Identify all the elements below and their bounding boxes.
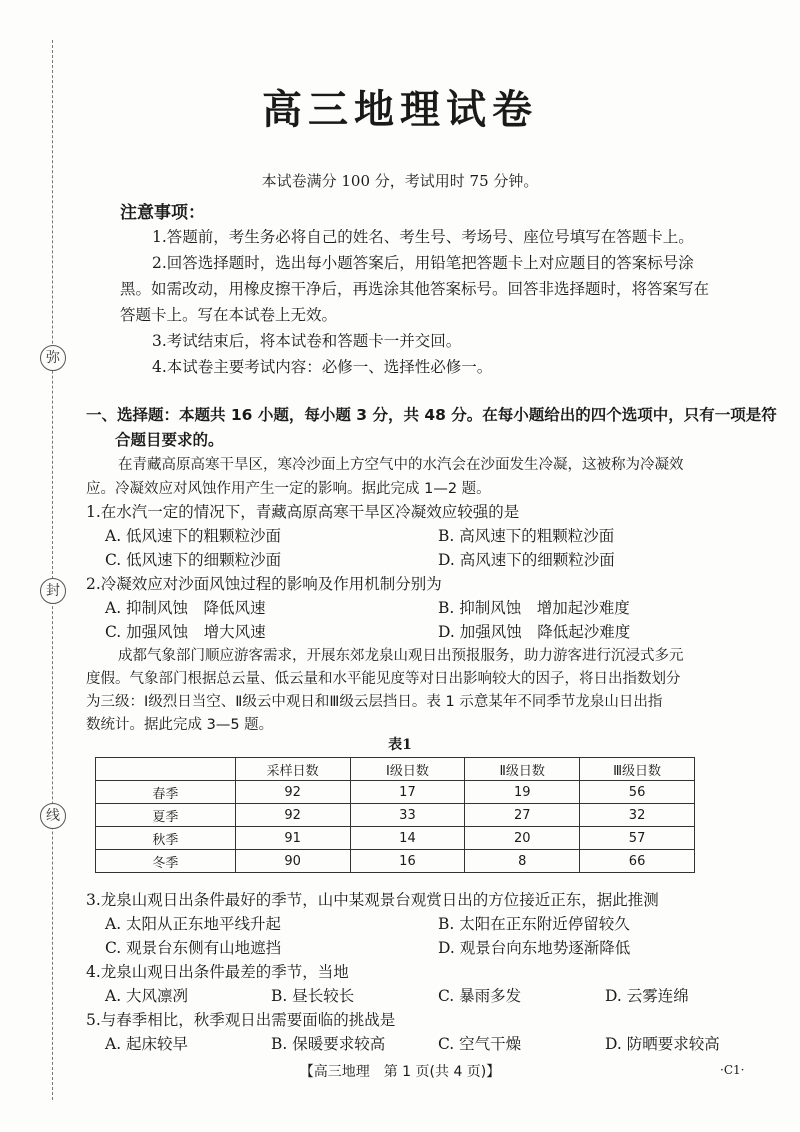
- binding-mark-mi: 弥: [40, 345, 66, 371]
- table-cell: 14: [350, 827, 465, 850]
- notice-heading: 注意事项：: [120, 203, 205, 223]
- table-cell: 57: [580, 827, 695, 850]
- table-cell: 32: [580, 804, 695, 827]
- notice-line: 1.答题前，考生务必将自己的姓名、考生号、考场号、座位号填写在答题卡上。: [152, 228, 694, 246]
- passage-line: 应。冷凝效应对风蚀作用产生一定的影响。据此完成 1—2 题。: [86, 481, 491, 497]
- option-3a: A. 太阳从正东地平线升起: [105, 915, 282, 933]
- table-header: [96, 758, 236, 781]
- option-2b: B. 抑制风蚀 增加起沙难度: [438, 599, 630, 617]
- option-4a: A. 大风凛冽: [105, 987, 189, 1005]
- table-header: Ⅲ级日数: [580, 758, 695, 781]
- option-4d: D. 云雾连绵: [605, 987, 689, 1005]
- table-cell: 19: [465, 781, 580, 804]
- notice-line: 答题卡上。写在本试卷上无效。: [120, 306, 338, 324]
- question-3: 3.龙泉山观日出条件最好的季节，山中某观景台观赏日出的方位接近正东，据此推测: [86, 891, 659, 909]
- question-1: 1.在水汽一定的情况下，青藏高原高寒干旱区冷凝效应较强的是: [86, 503, 520, 521]
- section-heading: 一、选择题：本题共 16 小题，每小题 3 分，共 48 分。在每小题给出的四个选项中，只有一项是符: [86, 406, 777, 424]
- option-1b: B. 高风速下的粗颗粒沙面: [438, 527, 615, 545]
- table-row: [96, 781, 695, 804]
- option-3b: B. 太阳在正东附近停留较久: [438, 915, 630, 933]
- season-sunrise-table: [95, 757, 695, 873]
- table-cell: 27: [465, 804, 580, 827]
- binding-dashed-line: [52, 40, 53, 1100]
- option-2d: D. 加强风蚀 降低起沙难度: [438, 623, 631, 641]
- table-row: [96, 804, 695, 827]
- question-4: 4.龙泉山观日出条件最差的季节，当地: [86, 963, 349, 981]
- table-cell: 8: [465, 850, 580, 873]
- passage-line: 数统计。据此完成 3—5 题。: [86, 717, 274, 733]
- option-5c: C. 空气干燥: [438, 1035, 522, 1053]
- table-cell: 夏季: [96, 804, 236, 827]
- passage-line: 在青藏高原高寒干旱区，寒冷沙面上方空气中的水汽会在沙面发生冷凝，这被称为冷凝效: [118, 457, 684, 473]
- option-1c: C. 低风速下的细颗粒沙面: [105, 551, 282, 569]
- table-cell: 春季: [96, 781, 236, 804]
- notice-line: 黑。如需改动，用橡皮擦干净后，再选涂其他答案标号。回答非选择题时，将答案写在: [120, 280, 710, 298]
- table-cell: 冬季: [96, 850, 236, 873]
- option-2c: C. 加强风蚀 增大风速: [105, 623, 266, 641]
- paper-code: ·C1·: [720, 1063, 745, 1077]
- table-cell: 66: [580, 850, 695, 873]
- notice-line: 2.回答选择题时，选出每小题答案后，用铅笔把答题卡上对应题目的答案标号涂: [152, 254, 694, 272]
- option-3d: D. 观景台向东地势逐渐降低: [438, 939, 631, 957]
- table-cell: 92: [235, 781, 350, 804]
- passage-line: 成都气象部门顺应游客需求，开展东郊龙泉山观日出预报服务，助力游客进行沉浸式多元: [118, 648, 684, 664]
- notice-line: 4.本试卷主要考试内容：必修一、选择性必修一。: [152, 358, 493, 376]
- exam-info: 本试卷满分 100 分，考试用时 75 分钟。: [261, 172, 539, 190]
- question-2: 2.冷凝效应对沙面风蚀过程的影响及作用机制分别为: [86, 575, 442, 593]
- table-header-row: [96, 758, 695, 781]
- option-2a: A. 抑制风蚀 降低风速: [105, 599, 266, 617]
- table-cell: 33: [350, 804, 465, 827]
- table-cell: 90: [235, 850, 350, 873]
- binding-mark-feng: 封: [40, 578, 66, 604]
- question-5: 5.与春季相比，秋季观日出需要面临的挑战是: [86, 1011, 396, 1029]
- option-1a: A. 低风速下的粗颗粒沙面: [105, 527, 282, 545]
- section-heading-cont: 合题目要求的。: [115, 431, 224, 449]
- table-header: Ⅰ级日数: [350, 758, 465, 781]
- option-5a: A. 起床较早: [105, 1035, 189, 1053]
- notice-line: 3.考试结束后，将本试卷和答题卡一并交回。: [152, 332, 462, 350]
- table-row: [96, 827, 695, 850]
- option-5b: B. 保暖要求较高: [271, 1035, 386, 1053]
- option-4b: B. 昼长较长: [271, 987, 355, 1005]
- option-1d: D. 高风速下的细颗粒沙面: [438, 551, 615, 569]
- table-cell: 91: [235, 827, 350, 850]
- table-header: 采样日数: [235, 758, 350, 781]
- table-cell: 秋季: [96, 827, 236, 850]
- page-footer: 【高三地理 第 1 页(共 4 页)】: [299, 1064, 501, 1080]
- table-cell: 16: [350, 850, 465, 873]
- table-row: [96, 850, 695, 873]
- table-cell: 17: [350, 781, 465, 804]
- passage-line: 度假。气象部门根据总云量、低云量和水平能见度等对日出影响较大的因子，将日出指数划分: [86, 671, 681, 687]
- passage-line: 为三级：Ⅰ级烈日当空、Ⅱ级云中观日和Ⅲ级云层挡日。表 1 示意某年不同季节龙泉山日出指: [86, 694, 663, 710]
- table-caption: 表1: [388, 737, 412, 753]
- binding-mark-xian: 线: [40, 803, 66, 829]
- table-header: Ⅱ级日数: [465, 758, 580, 781]
- table-cell: 20: [465, 827, 580, 850]
- page-title: 高三地理试卷: [262, 87, 538, 133]
- option-5d: D. 防晒要求较高: [605, 1035, 720, 1053]
- option-3c: C. 观景台东侧有山地遮挡: [105, 939, 282, 957]
- table-cell: 56: [580, 781, 695, 804]
- table-cell: 92: [235, 804, 350, 827]
- option-4c: C. 暴雨多发: [438, 987, 522, 1005]
